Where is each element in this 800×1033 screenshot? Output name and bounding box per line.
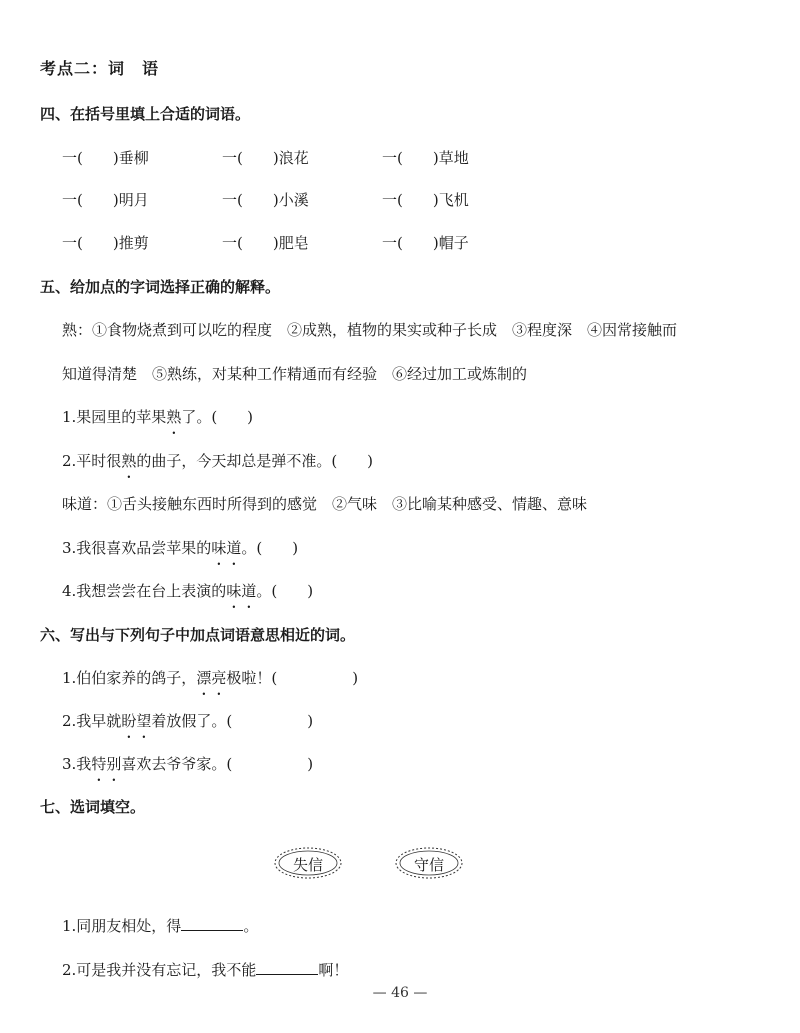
word-option: 失信 [292, 856, 323, 874]
dotted-char: 望 [136, 712, 152, 730]
dotted-char: 熟 [121, 452, 137, 470]
dotted-char: 道 [226, 539, 242, 557]
question-text: 。( ) [256, 582, 314, 600]
question-6-1 [62, 667, 358, 688]
question-text: 喜欢去爷爷家。( ) [121, 755, 314, 773]
fill-item: 一( )垂柳 [62, 149, 149, 167]
question-text: 2.可是我并没有忘记，我不能 [62, 961, 257, 979]
fill-item: 一( )明月 [62, 191, 149, 209]
answer-blank [181, 916, 243, 931]
question-text: 啊！ [318, 961, 349, 979]
dotted-char: 味 [211, 539, 227, 557]
fill-item: 一( )小溪 [222, 191, 309, 209]
section-heading: 考点二：词 语 [40, 59, 160, 78]
answer-blank [256, 960, 318, 975]
section-7-title: 七、选词填空。 [40, 798, 146, 816]
question-5-3 [62, 537, 298, 558]
word-option-box [393, 845, 465, 881]
fill-item: 一( )草地 [382, 149, 469, 167]
question-5-1 [62, 406, 253, 427]
question-text: 2.平时很 [62, 452, 122, 470]
question-text: 2.我早就 [62, 712, 122, 730]
question-7-2 [62, 959, 348, 980]
question-5-2 [62, 450, 373, 471]
question-5-4 [62, 580, 313, 601]
question-text: 的曲子，今天却总是弹不准。( ) [136, 452, 374, 470]
dotted-char: 熟 [166, 408, 182, 426]
question-text: 1.同朋友相处，得 [62, 917, 182, 935]
question-text: 极啦！( ) [226, 669, 359, 687]
question-6-3 [62, 753, 313, 774]
dotted-char: 味 [226, 582, 242, 600]
definition-weidao: 味道：①舌头接触东西时所得到的感觉 ②气味 ③比喻某种感受、情趣、意味 [62, 495, 588, 513]
question-text: 4.我想尝尝在台上表演的 [62, 582, 227, 600]
question-text: 1.果园里的苹果 [62, 408, 167, 426]
question-text: 3.我很喜欢品尝苹果的 [62, 539, 212, 557]
section-5-title: 五、给加点的字词选择正确的解释。 [40, 278, 281, 296]
dotted-char: 特 [91, 755, 107, 773]
definition-shu-line-2: 知道得清楚 ⑤熟练，对某种工作精通而有经验 ⑥经过加工或炼制的 [62, 365, 528, 383]
dotted-char: 漂 [196, 669, 212, 687]
question-text: 了。( ) [181, 408, 254, 426]
fill-item: 一( )飞机 [382, 191, 469, 209]
question-text: 1.伯伯家养的鸽子， [62, 669, 197, 687]
question-text: 。( ) [241, 539, 299, 557]
dotted-char: 道 [241, 582, 257, 600]
fill-item: 一( )浪花 [222, 149, 309, 167]
question-7-1 [62, 915, 258, 936]
dotted-char: 亮 [211, 669, 227, 687]
definition-shu-line-1: 熟：①食物烧煮到可以吃的程度 ②成熟，植物的果实或种子长成 ③程度深 ④因常接触而 [62, 321, 678, 339]
question-6-2 [62, 710, 313, 731]
word-option-box [272, 845, 344, 881]
question-text: 着放假了。( ) [151, 712, 314, 730]
fill-item: 一( )肥皂 [222, 234, 309, 252]
question-text: 3.我 [62, 755, 92, 773]
fill-item: 一( )帽子 [382, 234, 469, 252]
question-text: 。 [243, 917, 259, 935]
section-4-title: 四、在括号里填上合适的词语。 [40, 105, 251, 123]
fill-item: 一( )推剪 [62, 234, 149, 252]
page-number: — 46 — [372, 985, 428, 1001]
dotted-char: 盼 [121, 712, 137, 730]
word-option: 守信 [413, 856, 444, 874]
dotted-char: 别 [106, 755, 122, 773]
section-6-title: 六、写出与下列句子中加点词语意思相近的词。 [40, 626, 356, 644]
